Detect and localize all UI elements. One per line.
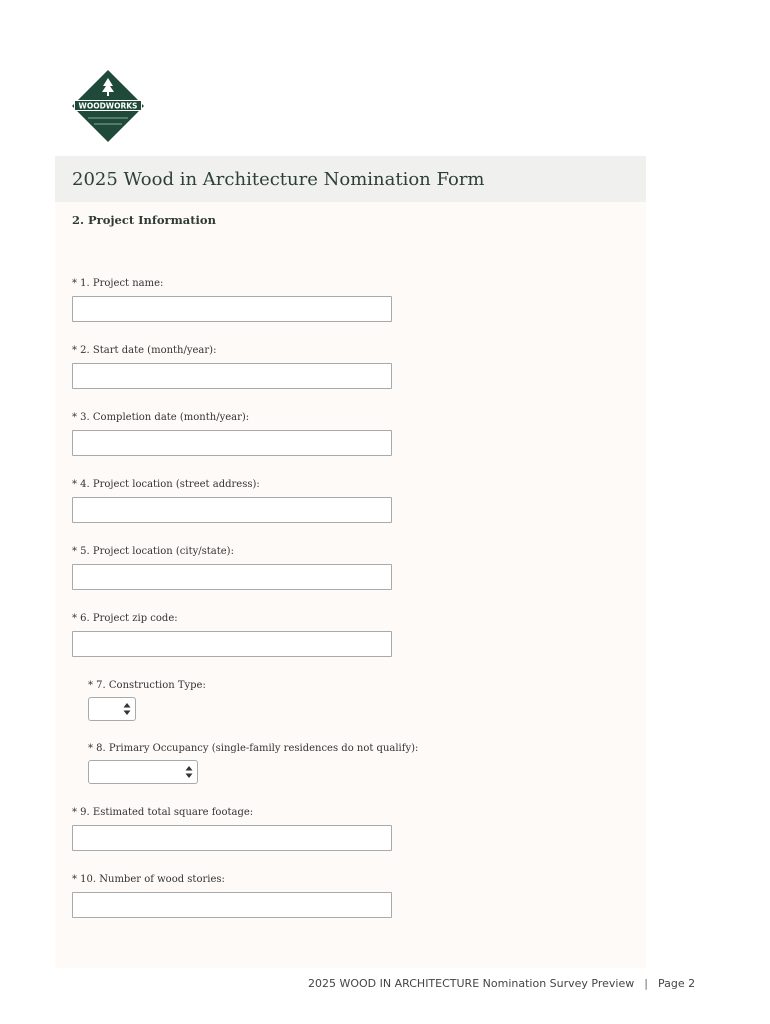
primary-occupancy-select[interactable] <box>88 760 198 784</box>
question-zip-code <box>72 613 392 657</box>
question-label: * 5. Project location (city/state): <box>72 546 234 557</box>
project-name-input[interactable] <box>72 296 392 322</box>
construction-type-select[interactable] <box>88 697 136 721</box>
question-primary-occupancy <box>88 743 418 784</box>
select-arrows-icon <box>185 765 193 779</box>
footer-page-number: Page 2 <box>657 977 696 990</box>
woodworks-logo-mark <box>70 68 146 144</box>
logo-text: WOODWORKS <box>78 101 138 111</box>
square-footage-input[interactable] <box>72 825 392 851</box>
start-date-input[interactable] <box>72 363 392 389</box>
question-label: * 1. Project name: <box>72 278 164 289</box>
question-start-date <box>72 345 392 389</box>
section-title: 2. Project Information <box>72 213 216 227</box>
question-street-address <box>72 479 392 523</box>
page-footer <box>308 977 695 990</box>
question-city-state <box>72 546 392 590</box>
question-square-footage <box>72 807 392 851</box>
form-title-bar <box>55 156 646 202</box>
street-address-input[interactable] <box>72 497 392 523</box>
question-label: * 7. Construction Type: <box>88 680 206 691</box>
question-label: * 8. Primary Occupancy (single-family residences do not qualify): <box>88 743 419 754</box>
woodworks-logo <box>70 68 146 144</box>
form-title: 2025 Wood in Architecture Nomination Form <box>72 168 485 190</box>
question-label: * 2. Start date (month/year): <box>72 345 217 356</box>
question-project-name <box>72 278 392 322</box>
question-label: * 4. Project location (street address): <box>72 479 260 490</box>
footer-separator: | <box>644 977 648 990</box>
question-completion-date <box>72 412 392 456</box>
question-construction-type <box>88 680 206 721</box>
wood-stories-input[interactable] <box>72 892 392 918</box>
city-state-input[interactable] <box>72 564 392 590</box>
select-arrows-icon <box>123 702 131 716</box>
footer-survey-title: 2025 WOOD IN ARCHITECTURE Nomination Survey Preview <box>308 977 635 990</box>
zip-code-input[interactable] <box>72 631 392 657</box>
completion-date-input[interactable] <box>72 430 392 456</box>
question-label: * 3. Completion date (month/year): <box>72 412 250 423</box>
question-label: * 10. Number of wood stories: <box>72 874 225 885</box>
form-card <box>55 156 646 968</box>
question-wood-stories <box>72 874 392 918</box>
question-label: * 6. Project zip code: <box>72 613 178 624</box>
question-label: * 9. Estimated total square footage: <box>72 807 254 818</box>
